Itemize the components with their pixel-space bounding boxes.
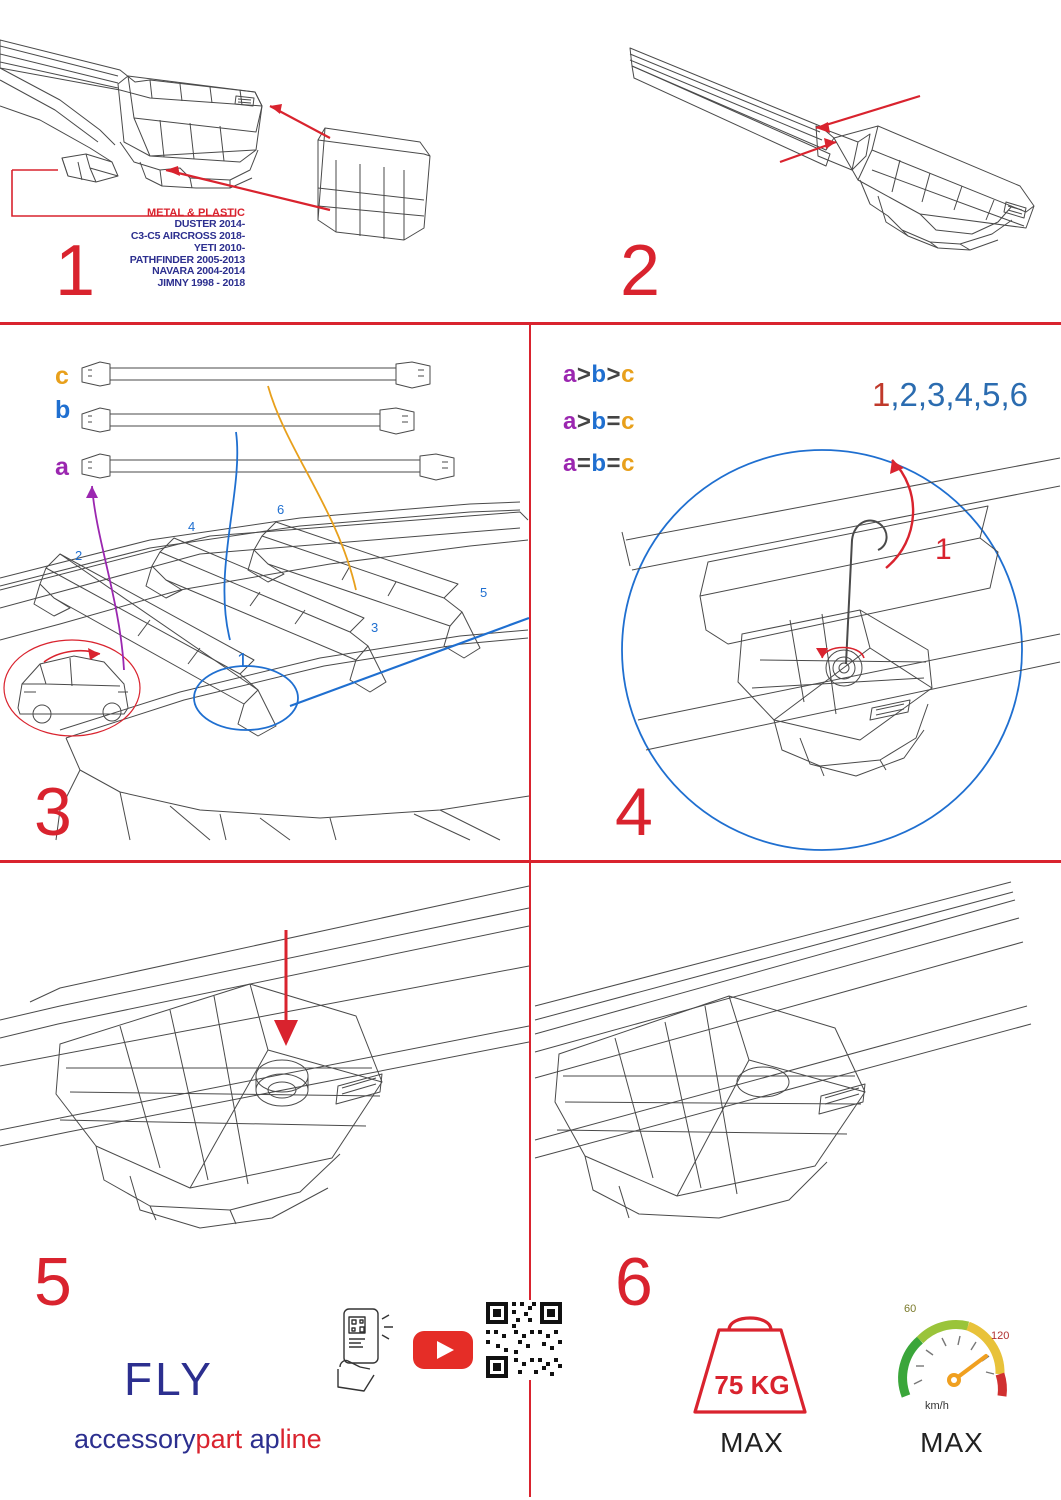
phone-scan-icon: [330, 1305, 400, 1395]
qr-code-icon[interactable]: [484, 1300, 564, 1380]
eq1-a: a: [563, 361, 577, 388]
eq2-c: c: [621, 408, 635, 435]
point-label-3: 3: [371, 620, 379, 635]
step-6-illustration: [535, 880, 1061, 1220]
point-label-4: 4: [188, 519, 196, 534]
sequence-first: 1: [872, 376, 891, 413]
speed-tick-120: 120: [991, 1330, 1010, 1342]
eq1-b: b: [591, 361, 607, 388]
speed-tick-60: 60: [904, 1303, 917, 1315]
eq3-b: b: [591, 450, 607, 477]
bar-label-a: a: [55, 453, 69, 481]
step-1-compatibility-list: [110, 207, 245, 290]
sequence-rest: ,2,3,4,5,6: [890, 376, 1028, 413]
bar-label-b: b: [55, 396, 71, 424]
eq3-a: a: [563, 450, 577, 477]
step-number-5: 5: [34, 1244, 72, 1320]
eq3-op2: =: [606, 450, 622, 477]
compat-item: PATHFINDER 2005-2013: [129, 253, 245, 266]
youtube-icon[interactable]: [412, 1328, 474, 1372]
step-4-callout-1: 1: [935, 533, 952, 566]
step-5-illustration: [0, 880, 529, 1230]
eq1-op1: >: [576, 361, 592, 388]
speed-limit-icon: [890, 1300, 1016, 1420]
point-label-2: 2: [75, 548, 83, 563]
weight-limit-icon: [685, 1296, 815, 1420]
compat-item: DUSTER 2014-: [174, 218, 245, 231]
step-number-2: 2: [620, 231, 661, 311]
eq1-c: c: [621, 361, 635, 388]
speed-unit: km/h: [925, 1400, 949, 1412]
equation-1: [563, 363, 635, 387]
brand-accessory: accessory: [74, 1424, 196, 1454]
step-number-4: 4: [615, 774, 653, 850]
compat-item: NAVARA 2004-2014: [152, 265, 245, 278]
eq3-c: c: [621, 450, 635, 477]
eq1-op2: >: [606, 361, 622, 388]
step-2-illustration: [620, 30, 1050, 290]
eq2-a: a: [563, 408, 577, 435]
eq2-op1: >: [576, 408, 592, 435]
weight-value: 75 KG: [714, 1370, 790, 1400]
speed-max-label: MAX: [920, 1427, 984, 1458]
step-3-highlight-label: 1: [237, 650, 249, 672]
brand-line-suffix: line: [279, 1424, 322, 1454]
step-4-sequence: [872, 378, 1028, 411]
weight-max-label: MAX: [720, 1427, 784, 1458]
brand-part: part: [195, 1424, 243, 1454]
eq3-op1: =: [576, 450, 592, 477]
brand-ap: ap: [249, 1424, 280, 1454]
brand-fly: FLY: [124, 1353, 214, 1405]
point-label-6: 6: [277, 502, 285, 517]
step-number-3: 3: [34, 774, 72, 850]
step-number-1: 1: [55, 231, 96, 311]
compat-item: YETI 2010-: [193, 241, 245, 254]
divider-vertical-lower: [529, 863, 531, 1497]
compat-header: METAL & PLASTIC: [147, 207, 245, 219]
eq2-op2: =: [606, 408, 622, 435]
eq2-b: b: [591, 408, 607, 435]
compat-item: C3-C5 AIRCROSS 2018-: [130, 230, 245, 243]
brand-line: [74, 1424, 322, 1455]
step-3-illustration: [0, 340, 529, 840]
compat-item: JIMNY 1998 - 2018: [157, 277, 245, 290]
step-number-6: 6: [615, 1244, 653, 1320]
point-label-5: 5: [480, 585, 488, 600]
bar-label-c: c: [55, 362, 69, 390]
divider-vertical-middle: [529, 325, 531, 860]
